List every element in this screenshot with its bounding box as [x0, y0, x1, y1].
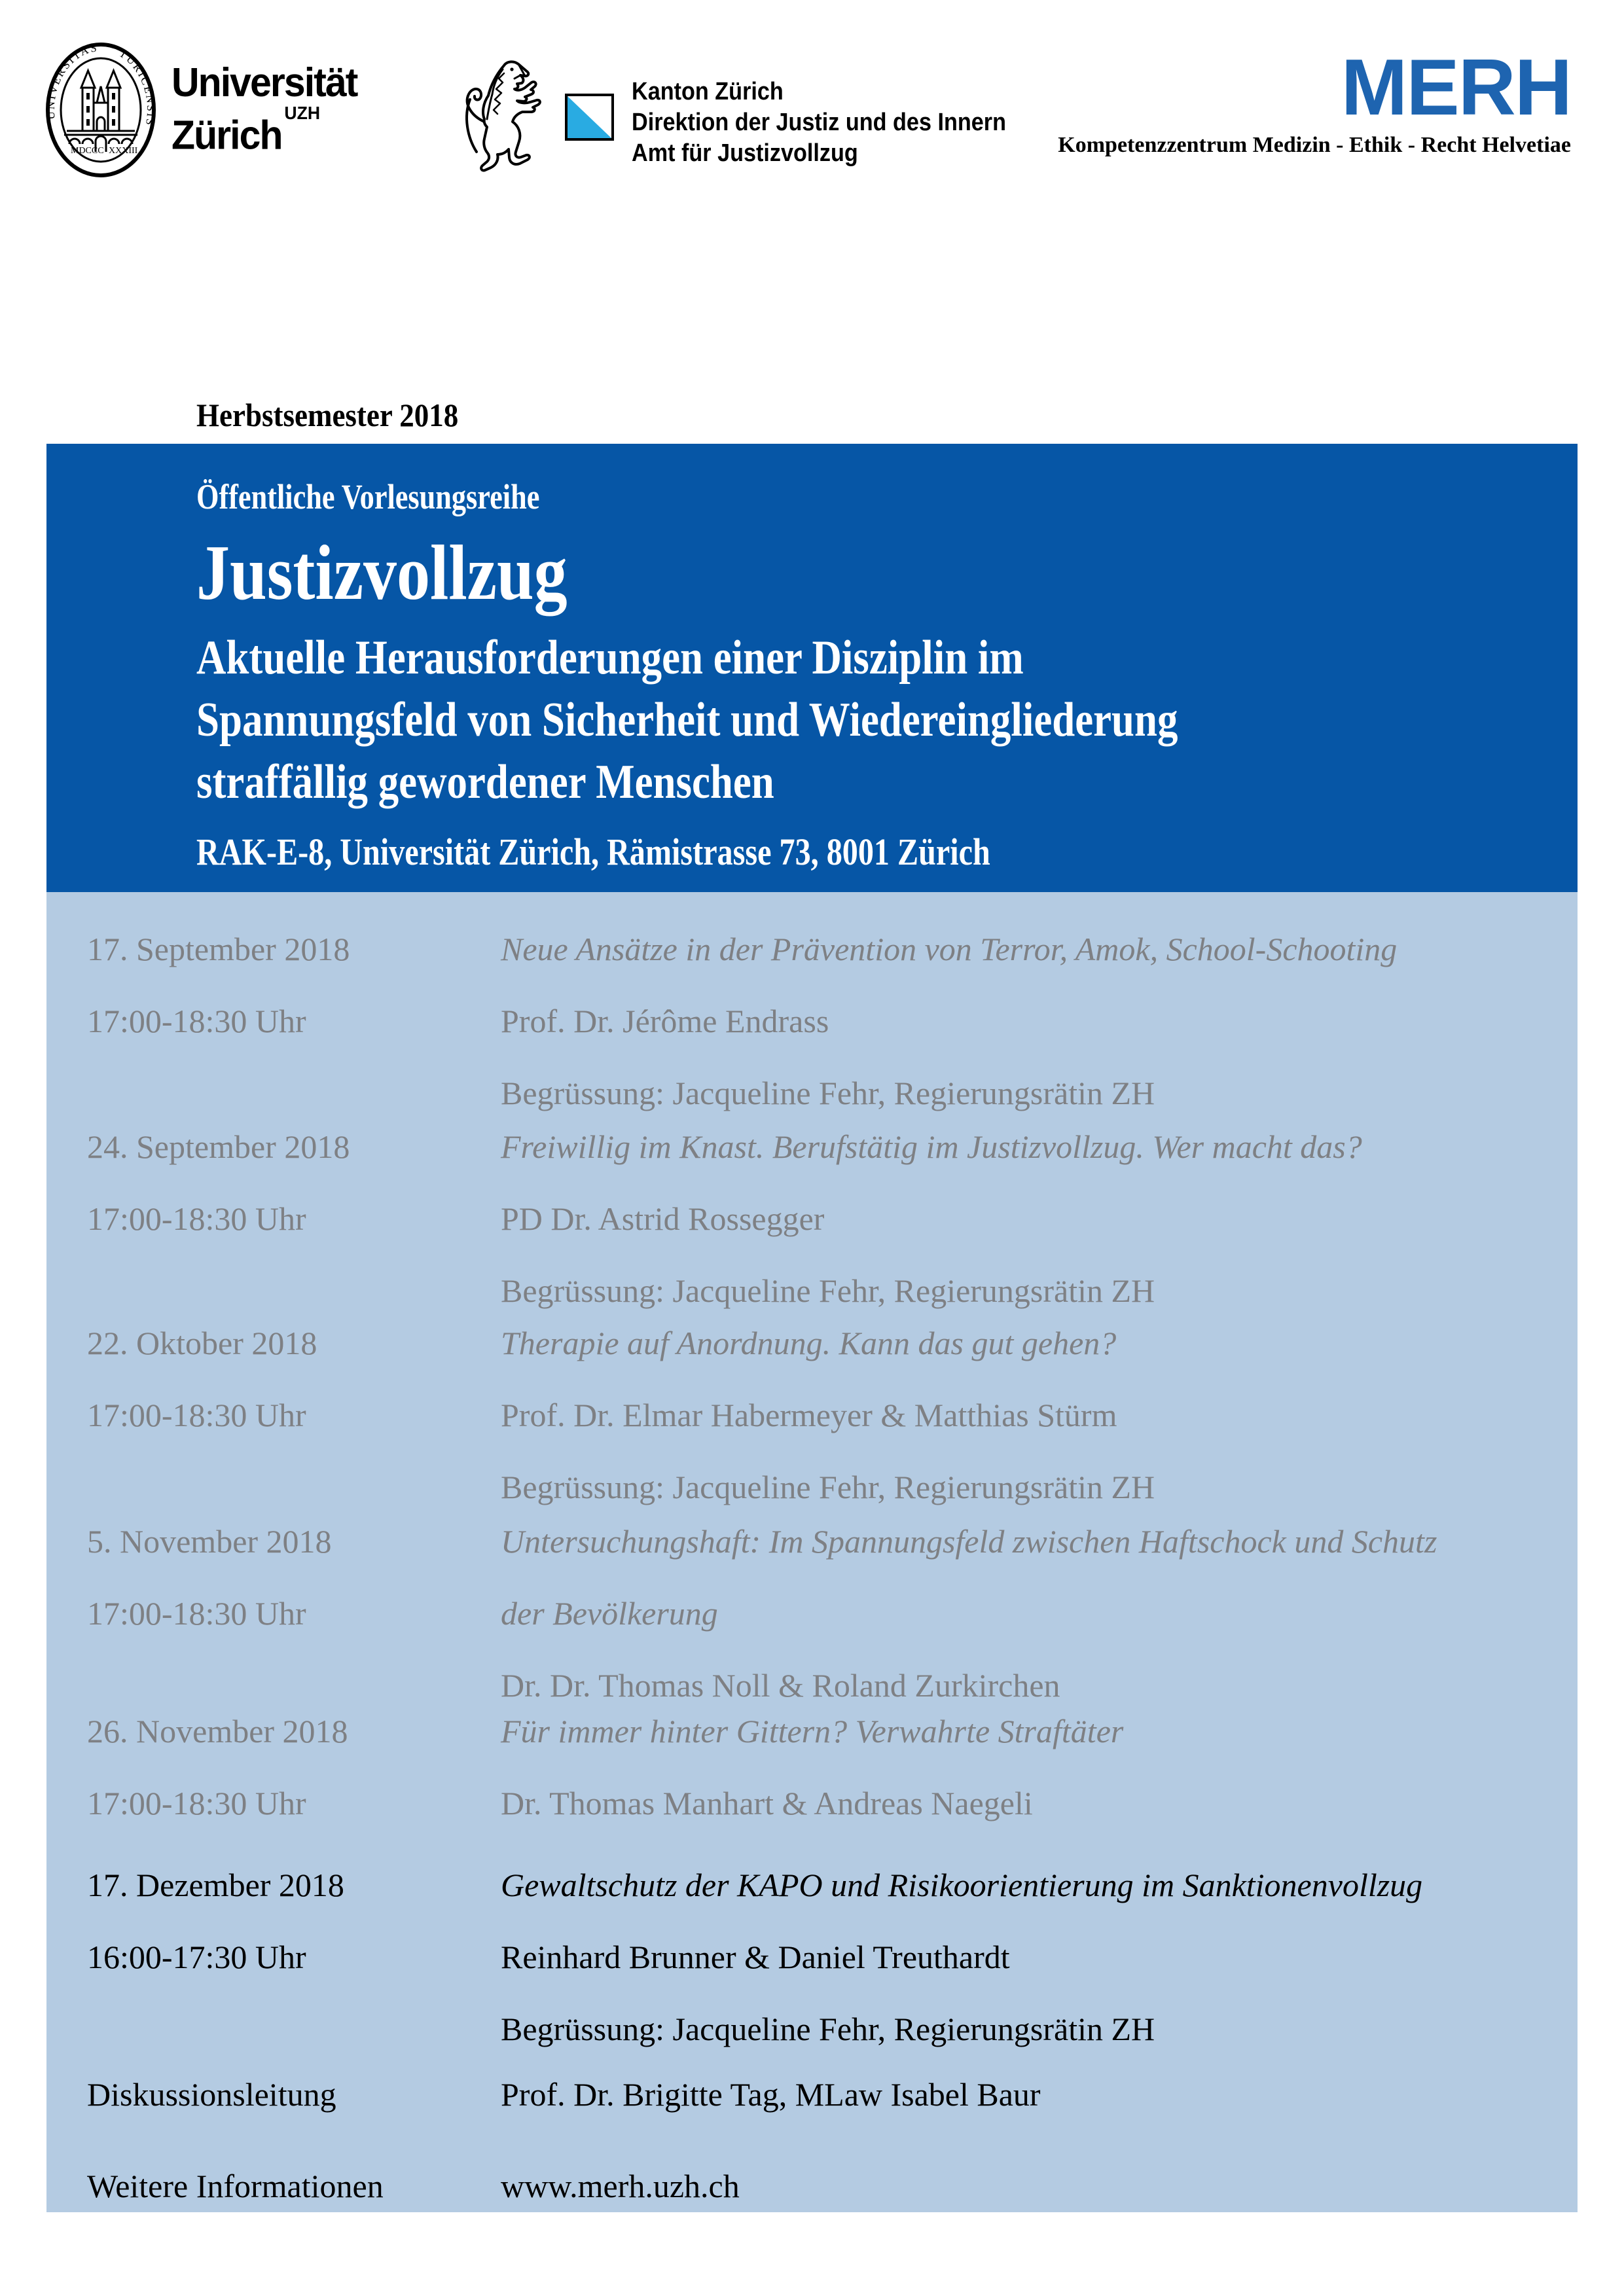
entry-speaker: Dr. Thomas Manhart & Andreas Naegeli — [501, 1785, 1033, 1821]
entry-date: 24. September 2018 — [87, 1128, 350, 1165]
kanton-line3: Amt für Justizvollzug — [632, 139, 858, 167]
seal-date-left-text: MDCCC — [71, 146, 104, 156]
entry-date: 17. September 2018 — [87, 931, 350, 967]
kanton-line2: Direktion der Justiz und des Innern — [632, 109, 1006, 136]
info-value: www.merh.uzh.ch — [501, 2168, 740, 2204]
entry-greeting: Begrüssung: Jacqueline Fehr, Regierungsrätin ZH — [501, 1075, 1155, 1111]
entry-time: 17:00-18:30 Uhr — [87, 1003, 306, 1039]
entry-date: 26. November 2018 — [87, 1713, 348, 1749]
entry-date: 5. November 2018 — [87, 1523, 332, 1560]
hero-subtitle-line-3: straffällig gewordener Menschen — [196, 755, 774, 809]
uzh-wordmark-line1: Universität — [171, 60, 357, 105]
zurich-flag-icon — [565, 94, 614, 141]
entry-time: 17:00-18:30 Uhr — [87, 1595, 306, 1632]
entry-greeting: Begrüssung: Jacqueline Fehr, Regierungsrätin ZH — [501, 1272, 1155, 1309]
uzh-seal-icon — [45, 41, 157, 179]
entry-title-continued: der Bevölkerung — [501, 1595, 718, 1632]
kanton-zurich-lion-icon — [457, 56, 550, 177]
hero-subtitle-line-1: Aktuelle Herausforderungen einer Disziplin im — [196, 631, 1024, 685]
entry-title: Therapie auf Anordnung. Kann das gut gehen? — [501, 1325, 1117, 1361]
uzh-sup: UZH — [284, 103, 321, 123]
discussion-label: Diskussionsleitung — [87, 2076, 336, 2113]
entry-time: 16:00-17:30 Uhr — [87, 1939, 306, 1975]
seal-date-right-text: XXXIII — [109, 146, 138, 156]
hero-banner — [46, 444, 1578, 892]
entry-title: Untersuchungshaft: Im Spannungsfeld zwischen Haftschock und Schutz — [501, 1523, 1437, 1560]
entry-speaker: Prof. Dr. Jérôme Endrass — [501, 1003, 829, 1039]
hero-title: Justizvollzug — [196, 529, 568, 616]
kanton-line1: Kanton Zürich — [632, 78, 784, 105]
merh-tagline: Kompetenzzentrum Medizin - Ethik - Recht Helvetiae — [1058, 133, 1571, 157]
entry-title: Gewaltschutz der KAPO und Risikoorientierung im Sanktionenvollzug — [501, 1867, 1423, 1903]
entry-speaker: Prof. Dr. Elmar Habermeyer & Matthias Stürm — [501, 1397, 1117, 1433]
seal-arc-right-text: TURICENSIS — [117, 46, 157, 128]
entry-speaker: PD Dr. Astrid Rossegger — [501, 1200, 825, 1237]
semester-heading: Herbstsemester 2018 — [196, 397, 459, 433]
venue-line: RAK-E-8, Universität Zürich, Rämistrasse 73, 8001 Zürich — [196, 831, 990, 873]
discussion-value: Prof. Dr. Brigitte Tag, MLaw Isabel Baur — [501, 2076, 1041, 2113]
entry-greeting: Begrüssung: Jacqueline Fehr, Regierungsrätin ZH — [501, 1469, 1155, 1505]
entry-time: 17:00-18:30 Uhr — [87, 1200, 306, 1237]
merh-logo: MERH — [1341, 43, 1571, 132]
hero-subtitle-line-2: Spannungsfeld von Sicherheit und Wiedereingliederung — [196, 693, 1178, 747]
entry-time: 17:00-18:30 Uhr — [87, 1785, 306, 1821]
entry-date: 17. Dezember 2018 — [87, 1867, 344, 1903]
info-label: Weitere Informationen — [87, 2168, 384, 2204]
uzh-wordmark-line2 — [171, 103, 357, 159]
entry-speaker: Reinhard Brunner & Daniel Treuthardt — [501, 1939, 1010, 1975]
seal-arc-left-text: UNIVERSITAS — [45, 41, 99, 120]
entry-speaker: Dr. Dr. Thomas Noll & Roland Zurkirchen — [501, 1667, 1060, 1704]
lecture-series-label: Öffentliche Vorlesungsreihe — [196, 477, 540, 516]
entry-date: 22. Oktober 2018 — [87, 1325, 317, 1361]
entry-title: Für immer hinter Gittern? Verwahrte Straftäter — [501, 1713, 1124, 1749]
uzh-wordmark-city: Zürich — [171, 113, 282, 158]
uzh-wordmark — [171, 60, 357, 159]
entry-time: 17:00-18:30 Uhr — [87, 1397, 306, 1433]
entry-title: Neue Ansätze in der Prävention von Terror, Amok, School-Schooting — [501, 931, 1398, 967]
entry-title: Freiwillig im Knast. Berufstätig im Justizvollzug. Wer macht das? — [501, 1128, 1362, 1165]
entry-greeting: Begrüssung: Jacqueline Fehr, Regierungsrätin ZH — [501, 2011, 1155, 2047]
kanton-text-block — [632, 77, 1006, 169]
